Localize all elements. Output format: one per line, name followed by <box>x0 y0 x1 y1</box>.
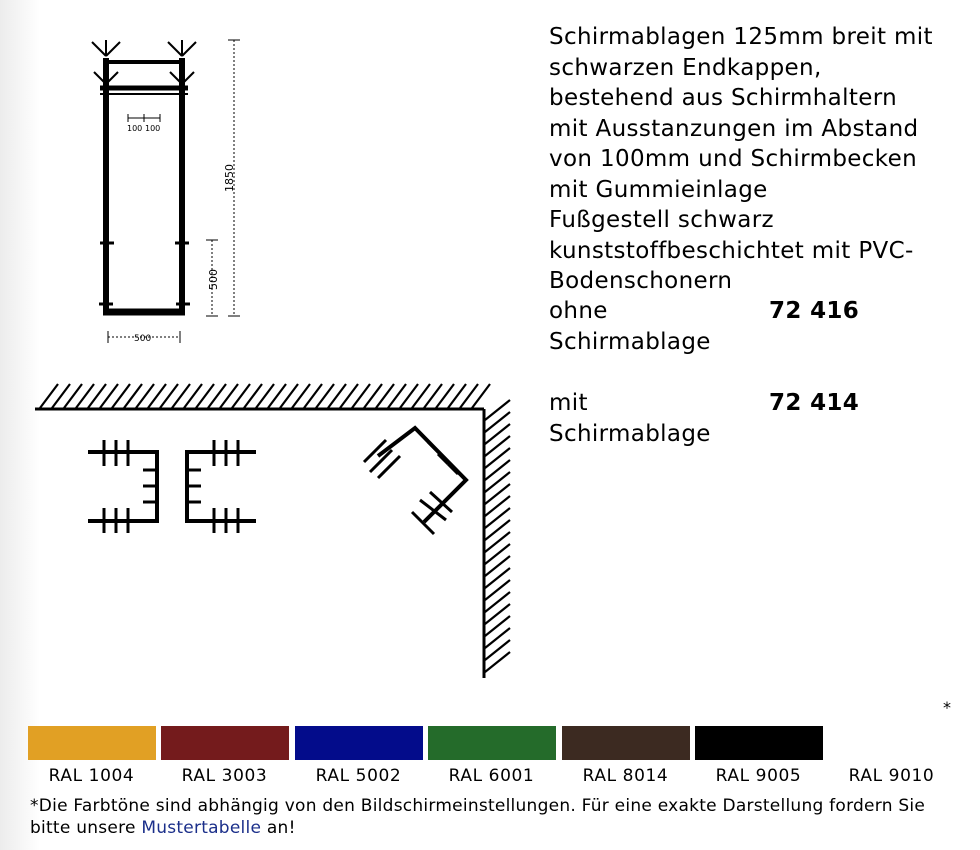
variant-label: Schirmablage <box>549 421 711 447</box>
footnote-text-end: an! <box>261 818 296 838</box>
dim-height-lower: 500 <box>207 269 220 290</box>
article-number: 72 416 <box>769 298 860 324</box>
swatch-ral-6001[interactable] <box>428 726 556 760</box>
elevation-view <box>92 40 240 343</box>
desc-line: kunststoffbeschichtet mit PVC- <box>549 237 914 264</box>
swatch-label: RAL 6001 <box>448 766 535 786</box>
footnote-text: *Die Farbtöne sind abhängig von den Bildschirmeinstellungen. Für eine exakte Darstellung fordern Sie bitte unsere <box>30 796 926 838</box>
asterisk-note-marker: * <box>943 698 951 717</box>
swatch-label: RAL 9005 <box>715 766 802 786</box>
desc-line: Fußgestell schwarz <box>549 207 774 233</box>
desc-line: mit Ausstanzungen im Abstand <box>549 115 919 142</box>
swatch-label: RAL 9010 <box>848 766 935 786</box>
swatch-ral-8014[interactable] <box>562 726 690 760</box>
desc-line: Schirmablagen 125mm breit mit <box>549 24 933 50</box>
desc-line: von 100mm und Schirmbecken <box>549 146 918 172</box>
desc-line: schwarzen Endkappen, <box>549 54 822 81</box>
swatch-ral-9005[interactable] <box>695 726 823 760</box>
floor-plan-view <box>35 384 510 678</box>
swatch-label: RAL 5002 <box>315 766 402 786</box>
desc-line: bestehend aus Schirmhaltern <box>549 85 898 111</box>
product-description <box>549 22 969 297</box>
article-number: 72 414 <box>769 390 860 416</box>
swatch-label: RAL 3003 <box>181 766 268 786</box>
desc-line: mit Gummieinlage <box>549 176 768 203</box>
swatch-label: RAL 1004 <box>48 766 135 786</box>
swatch-ral-9010[interactable] <box>828 726 956 760</box>
variant-label: Schirmablage <box>549 329 711 355</box>
color-disclaimer <box>30 795 960 839</box>
sample-table-link[interactable]: Mustertabelle <box>141 818 262 838</box>
swatch-ral-1004[interactable] <box>28 726 156 760</box>
swatch-ral-5002[interactable] <box>295 726 423 760</box>
swatch-label: RAL 8014 <box>582 766 669 786</box>
product-drawing <box>0 0 540 690</box>
dim-width: 500 <box>134 334 152 344</box>
dim-height-total: 1850 <box>223 164 236 192</box>
swatch-ral-3003[interactable] <box>161 726 289 760</box>
variant-label: ohne <box>549 298 608 324</box>
variant-label: mit <box>549 390 588 416</box>
dim-small-right: 100 <box>145 124 161 133</box>
dim-small-left: 100 <box>127 124 143 133</box>
desc-line: Bodenschonern <box>549 268 733 294</box>
